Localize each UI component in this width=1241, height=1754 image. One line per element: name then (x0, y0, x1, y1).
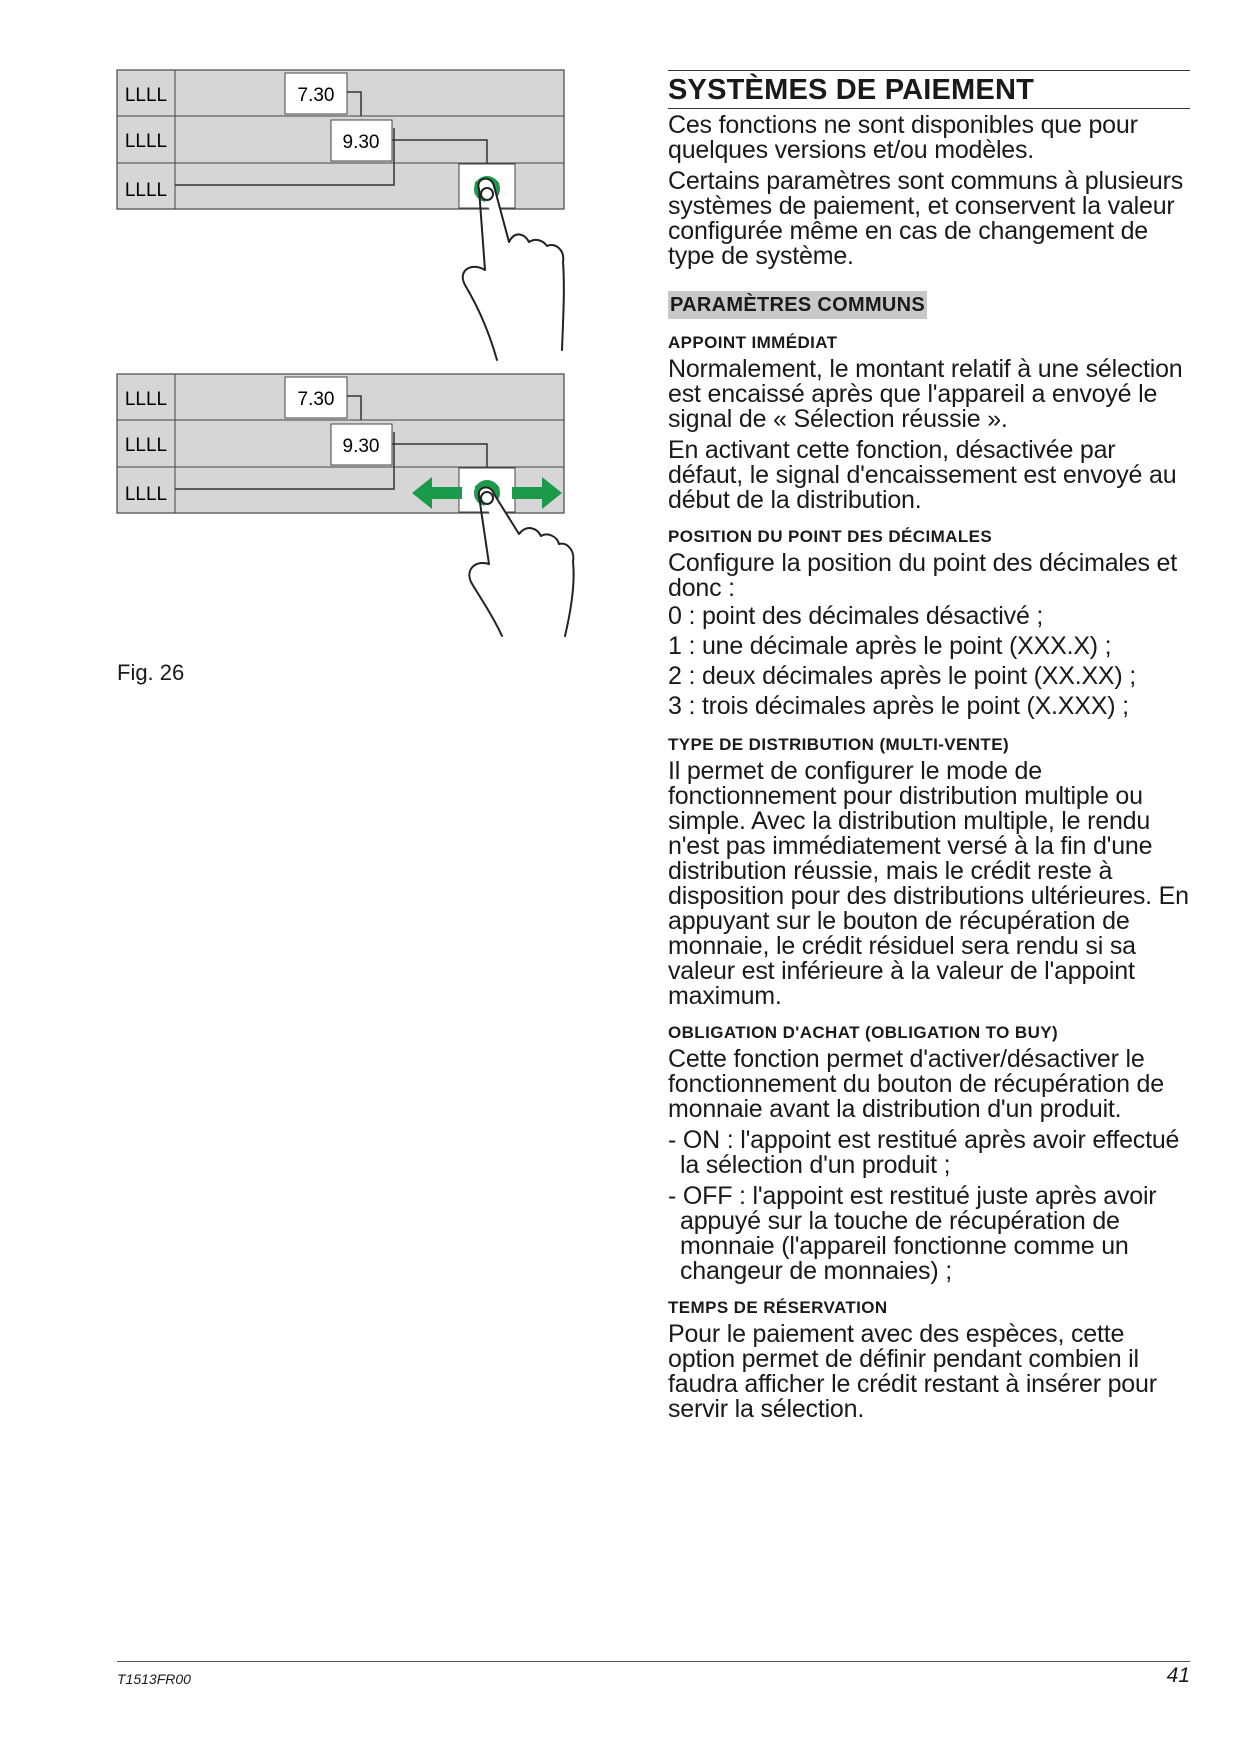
subsection-heading: TYPE DE DISTRIBUTION (MULTI-VENTE) (668, 735, 1009, 754)
figure-panel-tap (117, 70, 566, 370)
subsection-heading: OBLIGATION D'ACHAT (OBLIGATION TO BUY) (668, 1023, 1059, 1042)
figure-panel-swipe (117, 374, 566, 644)
subsection-heading: TEMPS DE RÉSERVATION (668, 1298, 888, 1317)
row-label: LLLL (124, 435, 168, 456)
swipe-panel-drawing (117, 374, 566, 644)
content-column (668, 70, 1190, 1422)
row-label: LLLL (124, 180, 168, 201)
row-label: LLLL (124, 85, 168, 106)
row-label: LLLL (124, 389, 168, 410)
list-item: 2 : deux décimales après le point (XX.XX) ; (668, 662, 1137, 690)
body-paragraph: Il permet de configurer le mode de fonctionnement pour distribution multiple ou simple. Avec la distribution multiple, le rendu n'est pas immédiatement versé à la fin d'une distribution réussie, mais le crédit reste à disposition pour des distributions ultérieures. En appuyant sur le bouton de récupération de monnaie, le crédit résiduel sera rendu si sa valeur est inférieure à la valeur de l'appoint maximum. (668, 757, 1189, 1010)
row-label: LLLL (124, 131, 168, 152)
time-box-label: 7.30 (297, 389, 335, 410)
list-item: 0 : point des décimales désactivé ; (668, 602, 1044, 630)
list-item: 1 : une décimale après le point (XXX.X) ; (668, 632, 1112, 660)
tap-panel-drawing (117, 70, 566, 370)
page-title: SYSTÈMES DE PAIEMENT (668, 70, 1190, 109)
body-paragraph: Cette fonction permet d'activer/désactiver le fonctionnement du bouton de récupération de monnaie avant la distribution d'un produit. (668, 1045, 1164, 1123)
body-paragraph: Configure la position du point des décimales et donc : (668, 549, 1177, 602)
page-number: 41 (1166, 1664, 1190, 1687)
body-paragraph: En activant cette fonction, désactivée par défaut, le signal d'encaissement est envoyé au début de la distribution. (668, 436, 1177, 514)
subsection-heading: APPOINT IMMÉDIAT (668, 333, 838, 352)
document-code: T1513FR00 (117, 1671, 191, 1687)
subsection-heading: POSITION DU POINT DES DÉCIMALES (668, 527, 993, 546)
list-item: 3 : trois décimales après le point (X.XXX) ; (668, 692, 1129, 720)
intro-paragraph: Ces fonctions ne sont disponibles que pour quelques versions et/ou modèles. (668, 111, 1138, 164)
row-label: LLLL (124, 484, 168, 505)
intro-paragraph: Certains paramètres sont communs à plusieurs systèmes de paiement, et conservent la valeur configurée même en cas de changement de type de système. (668, 167, 1184, 270)
list-item: - OFF : l'appoint est restitué juste après avoir appuyé sur la touche de récupération de monnaie (l'appareil fonctionne comme un changeur de monnaies) ; (668, 1182, 1157, 1285)
time-box-label: 9.30 (342, 436, 380, 457)
time-box-label: 9.30 (342, 132, 380, 153)
section-heading: PARAMÈTRES COMMUNS (668, 291, 927, 319)
figure-caption: Fig. 26 (117, 660, 185, 685)
footer-rule (117, 1661, 1190, 1662)
body-paragraph: Pour le paiement avec des espèces, cette option permet de définir pendant combien il faudra afficher le crédit restant à insérer pour servir la sélection. (668, 1320, 1157, 1423)
list-item: - ON : l'appoint est restitué après avoir effectué la sélection d'un produit ; (668, 1126, 1180, 1179)
time-box-label: 7.30 (297, 85, 335, 106)
body-paragraph: Normalement, le montant relatif à une sélection est encaissé après que l'appareil a envoyé le signal de « Sélection réussie ». (668, 355, 1183, 433)
